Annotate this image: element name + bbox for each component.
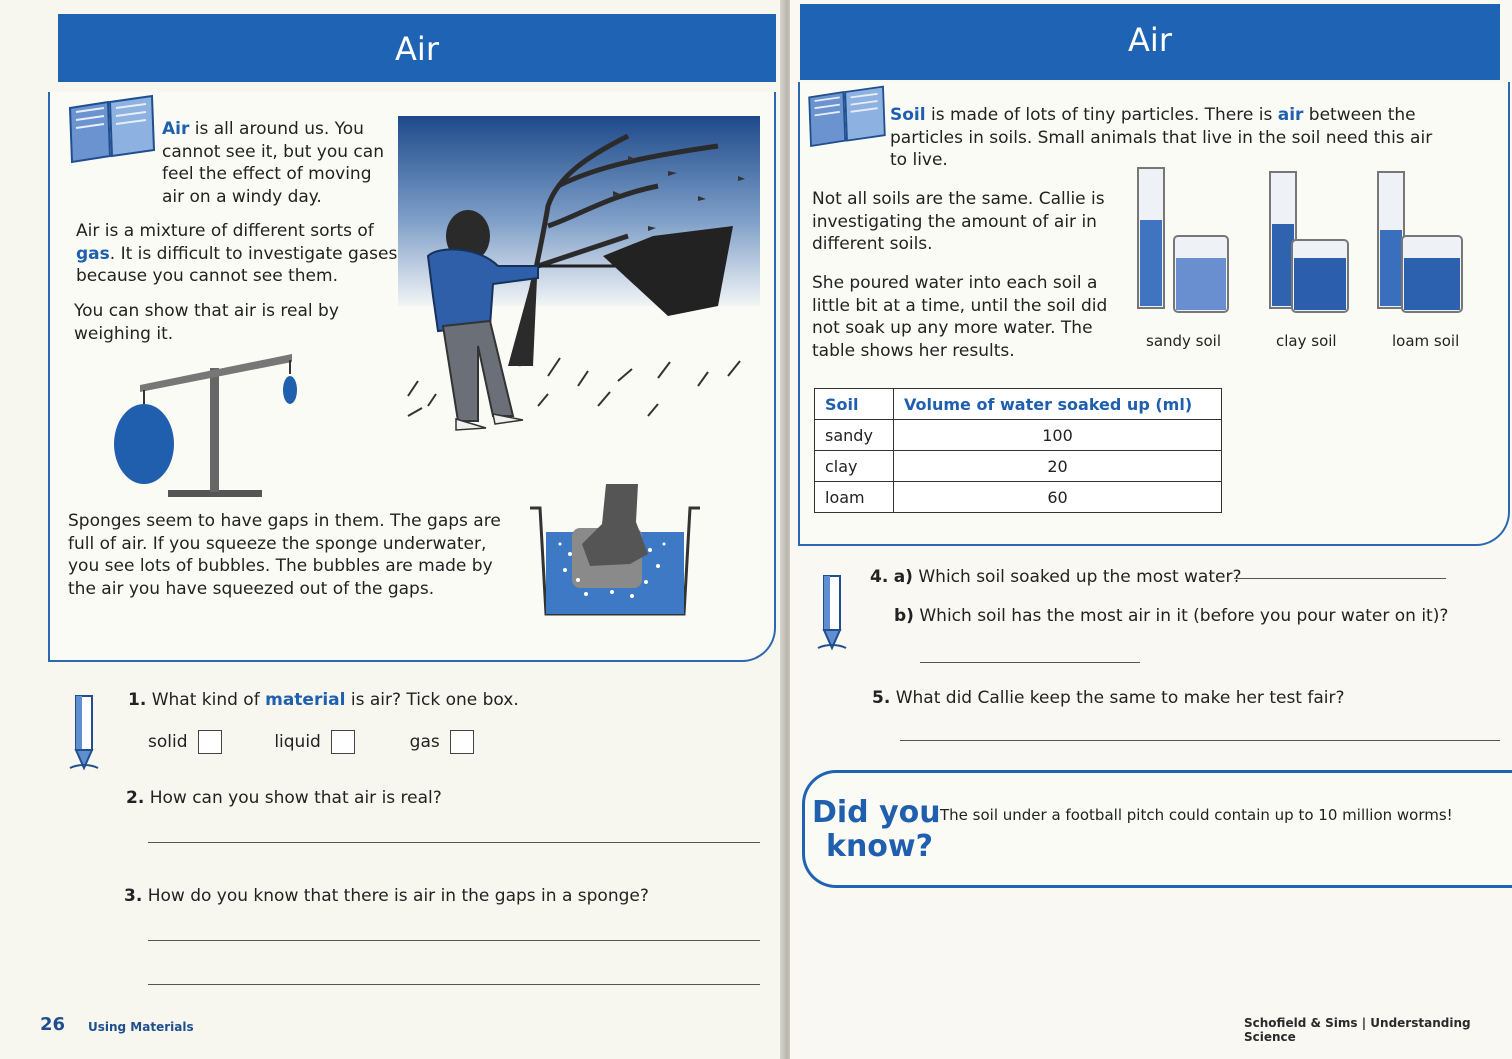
balance-scale-illustration — [110, 340, 310, 500]
tickbox-gas[interactable] — [450, 730, 474, 754]
info-text: feel the effect of moving — [162, 164, 372, 184]
table-row — [815, 420, 1222, 451]
air-keyword: Air — [162, 119, 190, 139]
option-gas-label: gas — [409, 732, 440, 752]
caption-loam: loam soil — [1392, 332, 1460, 350]
right-title-bar — [800, 4, 1500, 80]
answer-line-q3b[interactable] — [148, 984, 760, 985]
info-text: not soak up any more water. The — [812, 318, 1093, 338]
question-1 — [128, 690, 519, 710]
gas-keyword: gas — [76, 243, 110, 264]
info-para-1 — [162, 118, 402, 208]
did-you-know-heading — [812, 796, 941, 864]
info-text: table shows her results. — [812, 340, 1015, 361]
right-page — [790, 0, 1512, 1059]
info-para-3 — [74, 300, 394, 345]
question-text: How can you show that air is real? — [149, 788, 442, 808]
cell-volume: 100 — [894, 420, 1222, 451]
soil-results-table — [814, 388, 1222, 513]
series-name: Understanding Science — [1244, 1016, 1471, 1044]
cell-soil: sandy — [815, 420, 894, 451]
info-text: particles in soils. Small animals that live in the soil need this air — [890, 127, 1433, 148]
question-text: Which soil soaked up the most water? — [918, 567, 1242, 587]
footer-publisher — [1244, 1016, 1512, 1044]
info-text: because you cannot see them. — [76, 266, 338, 286]
question-text: What did Callie keep the same to make her test fair? — [895, 688, 1345, 708]
column-header-soil: Soil — [815, 389, 894, 420]
left-page-title: Air — [395, 30, 439, 68]
question-part-label: a) — [893, 567, 913, 587]
material-keyword: material — [265, 690, 346, 710]
question-text: How do you know that there is air in the gaps in a sponge? — [147, 886, 649, 906]
question-2 — [126, 788, 442, 808]
info-text: Sponges seem to have gaps in them. The gaps are — [68, 511, 501, 531]
info-text: full of air. If you squeeze the sponge underwater, — [68, 533, 487, 554]
info-text: You can show that air is real by — [74, 301, 339, 321]
answer-line-q4b[interactable] — [920, 662, 1140, 663]
answer-line-q3a[interactable] — [148, 940, 760, 941]
info-text: She poured water into each soil a — [812, 273, 1098, 293]
page-number: 26 — [40, 1014, 66, 1035]
question-text: Which soil has the most air in it (before you pour water on it)? — [919, 606, 1449, 626]
question-text: is air? Tick one box. — [345, 690, 519, 710]
windy-day-illustration — [398, 116, 760, 442]
question-number: 5. — [872, 688, 891, 708]
info-text: . It is difficult to investigate gases — [109, 243, 398, 264]
left-title-bar — [58, 14, 776, 82]
info-text: air on a windy day. — [162, 186, 322, 207]
info-text: weighing it. — [74, 323, 174, 344]
pencil-icon — [810, 570, 854, 654]
answer-line-q2[interactable] — [148, 842, 760, 843]
air-keyword: air — [1277, 105, 1304, 125]
dyk-line-1: Did you — [812, 795, 941, 830]
info-para-2 — [76, 220, 406, 288]
column-header-volume: Volume of water soaked up (ml) — [894, 389, 1222, 420]
soil-cylinders-illustration — [1130, 164, 1490, 320]
table-row — [815, 451, 1222, 482]
question-number: 1. — [128, 690, 147, 710]
cell-volume: 20 — [894, 451, 1222, 482]
info-text: investigating the amount of air in — [812, 211, 1097, 232]
cell-soil: clay — [815, 451, 894, 482]
info-text: Not all soils are the same. Callie is — [812, 189, 1105, 209]
question-number: 4. — [870, 567, 889, 587]
soil-para-2 — [812, 188, 1132, 256]
soil-keyword: Soil — [890, 105, 926, 125]
table-row — [815, 482, 1222, 513]
question-number: 2. — [126, 788, 145, 808]
question-3 — [124, 886, 649, 906]
info-text: different soils. — [812, 234, 933, 254]
pencil-icon — [62, 690, 106, 774]
footer-separator: | — [1361, 1016, 1367, 1030]
info-text: between the — [1303, 105, 1416, 125]
question-number: 3. — [124, 886, 143, 906]
question-4a — [870, 567, 1241, 587]
caption-clay: clay soil — [1276, 332, 1337, 350]
info-text: to live. — [890, 150, 948, 170]
answer-line-q5[interactable] — [900, 740, 1500, 741]
option-liquid-label: liquid — [274, 732, 321, 752]
info-text: little bit at a time, until the soil did — [812, 295, 1108, 316]
cell-volume: 60 — [894, 482, 1222, 513]
publisher-name: Schofield & Sims — [1244, 1016, 1358, 1030]
soil-intro — [890, 104, 1450, 172]
answer-line-q4a[interactable] — [1234, 578, 1446, 579]
q1-options — [148, 730, 474, 754]
caption-sandy: sandy soil — [1146, 332, 1222, 350]
question-part-label: b) — [894, 606, 914, 626]
open-book-icon — [62, 94, 162, 170]
soil-para-3 — [812, 272, 1132, 362]
did-you-know-fact: The soil under a football pitch could contain up to 10 million worms! — [940, 806, 1453, 824]
table-header-row — [815, 389, 1222, 420]
info-text: is all around us. You — [189, 119, 364, 139]
tickbox-solid[interactable] — [198, 730, 222, 754]
info-text: Air is a mixture of different sorts of — [76, 221, 374, 241]
info-text: cannot see it, but you can — [162, 141, 384, 162]
tickbox-liquid[interactable] — [331, 730, 355, 754]
info-text: the air you have squeezed out of the gaps. — [68, 578, 435, 599]
cell-soil: loam — [815, 482, 894, 513]
option-solid-label: solid — [148, 732, 188, 752]
open-book-icon — [802, 84, 892, 154]
info-text: is made of lots of tiny particles. There is — [925, 105, 1278, 125]
info-text: you see lots of bubbles. The bubbles are made by — [68, 556, 493, 576]
sponge-in-water-illustration — [520, 484, 710, 622]
question-text: What kind of — [151, 690, 266, 710]
right-page-title: Air — [1128, 21, 1172, 59]
footer-section-label: Using Materials — [88, 1020, 194, 1034]
question-4b — [894, 606, 1448, 626]
question-5 — [872, 688, 1345, 708]
dyk-line-2: know? — [826, 829, 934, 864]
info-para-4 — [68, 510, 518, 600]
